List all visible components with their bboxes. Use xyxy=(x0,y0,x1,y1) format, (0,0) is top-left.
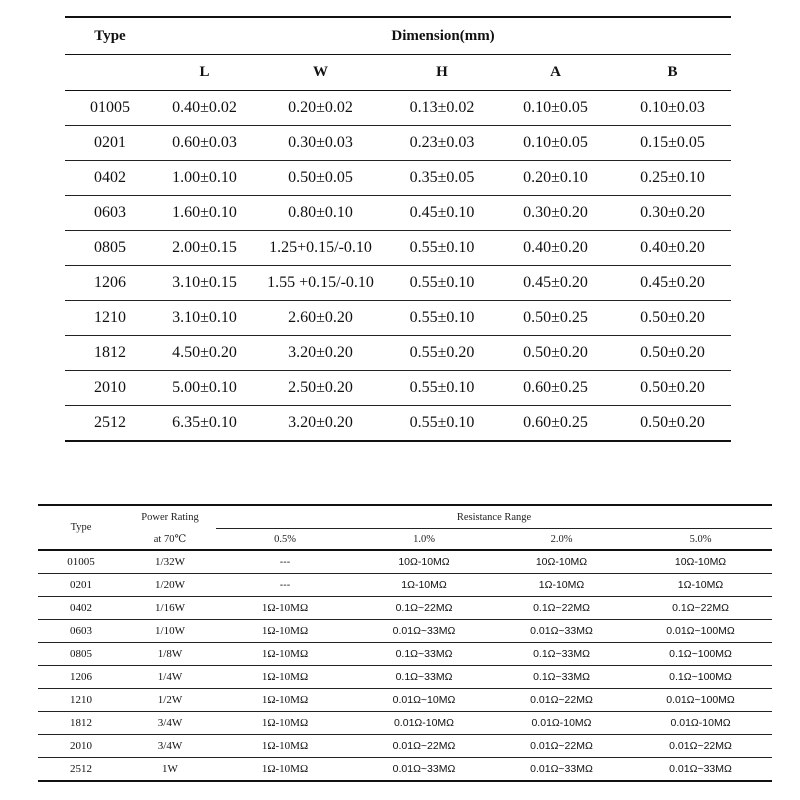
type-column-header: Type xyxy=(65,17,155,55)
type-cell: 0201 xyxy=(65,126,155,161)
type-cell: 1812 xyxy=(65,336,155,371)
range-2-0-cell: 0.01Ω-10MΩ xyxy=(494,712,629,735)
range-1-0-cell: 0.01Ω-10MΩ xyxy=(354,712,494,735)
range-0-5-cell: --- xyxy=(216,574,354,597)
range-1-0-cell: 0.1Ω~22MΩ xyxy=(354,597,494,620)
dimension-w-cell: 0.80±0.10 xyxy=(254,196,387,231)
type-column-header: Type xyxy=(38,505,124,550)
table-row xyxy=(38,643,772,666)
dimension-w-cell: 3.20±0.20 xyxy=(254,336,387,371)
dimension-a-cell: 0.50±0.25 xyxy=(497,301,614,336)
range-0-5-cell: 1Ω-10MΩ xyxy=(216,712,354,735)
table-row xyxy=(65,266,731,301)
dimension-h-cell: 0.55±0.10 xyxy=(387,266,497,301)
range-0-5-cell: --- xyxy=(216,550,354,574)
type-cell: 0201 xyxy=(38,574,124,597)
type-cell: 0805 xyxy=(65,231,155,266)
tolerance-header-2-0: 2.0% xyxy=(494,529,629,551)
table-row xyxy=(38,666,772,689)
range-5-0-cell: 0.1Ω~100MΩ xyxy=(629,666,772,689)
range-1-0-cell: 0.01Ω~33MΩ xyxy=(354,758,494,782)
dimension-group-header: Dimension(mm) xyxy=(155,17,731,55)
range-2-0-cell: 0.01Ω~22MΩ xyxy=(494,689,629,712)
dimension-a-cell: 0.60±0.25 xyxy=(497,406,614,442)
range-1-0-cell: 0.1Ω~33MΩ xyxy=(354,666,494,689)
dimension-w-cell: 0.30±0.03 xyxy=(254,126,387,161)
dimension-h-cell: 0.35±0.05 xyxy=(387,161,497,196)
dimension-b-cell: 0.50±0.20 xyxy=(614,336,731,371)
dimension-l-cell: 3.10±0.10 xyxy=(155,301,254,336)
table-row xyxy=(38,689,772,712)
range-0-5-cell: 1Ω-10MΩ xyxy=(216,689,354,712)
table-row xyxy=(65,231,731,266)
dimension-l-cell: 1.60±0.10 xyxy=(155,196,254,231)
range-0-5-cell: 1Ω-10MΩ xyxy=(216,643,354,666)
power-rating-cell: 1/10W xyxy=(124,620,216,643)
dimension-w-cell: 2.60±0.20 xyxy=(254,301,387,336)
dimension-w-cell: 0.20±0.02 xyxy=(254,91,387,126)
resistance-range-header: Resistance Range xyxy=(216,505,772,529)
dimension-l-cell: 4.50±0.20 xyxy=(155,336,254,371)
range-2-0-cell: 0.01Ω~33MΩ xyxy=(494,758,629,782)
dimension-w-cell: 2.50±0.20 xyxy=(254,371,387,406)
dimension-h-cell: 0.55±0.10 xyxy=(387,371,497,406)
power-rating-temp-header: at 70℃ xyxy=(124,529,216,551)
table-row xyxy=(38,735,772,758)
range-0-5-cell: 1Ω-10MΩ xyxy=(216,758,354,782)
range-2-0-cell: 0.1Ω~33MΩ xyxy=(494,643,629,666)
dimension-header-row xyxy=(65,17,731,55)
range-5-0-cell: 0.01Ω-10MΩ xyxy=(629,712,772,735)
type-cell: 2512 xyxy=(65,406,155,442)
dimension-l-cell: 6.35±0.10 xyxy=(155,406,254,442)
range-2-0-cell: 0.01Ω~33MΩ xyxy=(494,620,629,643)
table-row xyxy=(65,91,731,126)
range-5-0-cell: 0.01Ω~100MΩ xyxy=(629,689,772,712)
dimension-l-cell: 0.60±0.03 xyxy=(155,126,254,161)
table-row xyxy=(65,161,731,196)
dimension-b-cell: 0.50±0.20 xyxy=(614,301,731,336)
dimension-b-cell: 0.10±0.03 xyxy=(614,91,731,126)
type-cell: 2010 xyxy=(38,735,124,758)
table-row xyxy=(65,371,731,406)
range-5-0-cell: 0.01Ω~22MΩ xyxy=(629,735,772,758)
range-5-0-cell: 1Ω-10MΩ xyxy=(629,574,772,597)
dimension-h-cell: 0.55±0.10 xyxy=(387,231,497,266)
dimension-b-cell: 0.30±0.20 xyxy=(614,196,731,231)
power-rating-cell: 1/16W xyxy=(124,597,216,620)
table-row xyxy=(38,620,772,643)
dimension-b-cell: 0.25±0.10 xyxy=(614,161,731,196)
table-row xyxy=(65,126,731,161)
dimension-a-cell: 0.45±0.20 xyxy=(497,266,614,301)
range-5-0-cell: 0.1Ω~22MΩ xyxy=(629,597,772,620)
dimension-l-cell: 1.00±0.10 xyxy=(155,161,254,196)
resistance-subheader-row xyxy=(38,529,772,551)
dimension-subheader-row xyxy=(65,55,731,91)
range-0-5-cell: 1Ω-10MΩ xyxy=(216,666,354,689)
dimension-l-cell: 5.00±0.10 xyxy=(155,371,254,406)
dimension-b-cell: 0.50±0.20 xyxy=(614,406,731,442)
range-5-0-cell: 0.01Ω~33MΩ xyxy=(629,758,772,782)
type-cell: 0603 xyxy=(65,196,155,231)
power-rating-cell: 3/4W xyxy=(124,712,216,735)
table-row xyxy=(65,196,731,231)
type-cell: 1210 xyxy=(38,689,124,712)
empty-header-cell xyxy=(65,55,155,91)
type-cell: 1210 xyxy=(65,301,155,336)
range-2-0-cell: 0.01Ω~22MΩ xyxy=(494,735,629,758)
range-2-0-cell: 1Ω-10MΩ xyxy=(494,574,629,597)
dimension-table xyxy=(65,16,731,442)
range-0-5-cell: 1Ω-10MΩ xyxy=(216,735,354,758)
dimension-h-cell: 0.55±0.10 xyxy=(387,406,497,442)
type-cell: 0805 xyxy=(38,643,124,666)
column-header-w: W xyxy=(254,55,387,91)
power-rating-cell: 1/32W xyxy=(124,550,216,574)
dimension-h-cell: 0.55±0.10 xyxy=(387,301,497,336)
dimension-table-body xyxy=(65,91,731,442)
resistance-header-row xyxy=(38,505,772,529)
column-header-a: A xyxy=(497,55,614,91)
dimension-b-cell: 0.40±0.20 xyxy=(614,231,731,266)
dimension-b-cell: 0.45±0.20 xyxy=(614,266,731,301)
table-row xyxy=(38,712,772,735)
power-rating-cell: 1/2W xyxy=(124,689,216,712)
type-cell: 01005 xyxy=(38,550,124,574)
column-header-b: B xyxy=(614,55,731,91)
tolerance-header-5-0: 5.0% xyxy=(629,529,772,551)
range-5-0-cell: 0.1Ω~100MΩ xyxy=(629,643,772,666)
dimension-a-cell: 0.30±0.20 xyxy=(497,196,614,231)
range-1-0-cell: 0.01Ω~33MΩ xyxy=(354,620,494,643)
range-0-5-cell: 1Ω-10MΩ xyxy=(216,620,354,643)
type-cell: 1206 xyxy=(38,666,124,689)
column-header-h: H xyxy=(387,55,497,91)
dimension-a-cell: 0.10±0.05 xyxy=(497,126,614,161)
dimension-a-cell: 0.50±0.20 xyxy=(497,336,614,371)
type-cell: 1812 xyxy=(38,712,124,735)
power-rating-cell: 1/20W xyxy=(124,574,216,597)
type-cell: 2010 xyxy=(65,371,155,406)
dimension-w-cell: 0.50±0.05 xyxy=(254,161,387,196)
dimension-a-cell: 0.60±0.25 xyxy=(497,371,614,406)
tolerance-header-1-0: 1.0% xyxy=(354,529,494,551)
type-cell: 0402 xyxy=(65,161,155,196)
table-row xyxy=(38,597,772,620)
range-1-0-cell: 0.01Ω~10MΩ xyxy=(354,689,494,712)
dimension-h-cell: 0.45±0.10 xyxy=(387,196,497,231)
type-cell: 1206 xyxy=(65,266,155,301)
dimension-l-cell: 2.00±0.15 xyxy=(155,231,254,266)
dimension-a-cell: 0.40±0.20 xyxy=(497,231,614,266)
table-row xyxy=(65,301,731,336)
tolerance-header-0-5: 0.5% xyxy=(216,529,354,551)
table-row xyxy=(65,336,731,371)
dimension-a-cell: 0.10±0.05 xyxy=(497,91,614,126)
type-cell: 01005 xyxy=(65,91,155,126)
type-cell: 0603 xyxy=(38,620,124,643)
power-rating-header: Power Rating xyxy=(124,505,216,529)
dimension-h-cell: 0.55±0.20 xyxy=(387,336,497,371)
range-2-0-cell: 0.1Ω~22MΩ xyxy=(494,597,629,620)
range-0-5-cell: 1Ω-10MΩ xyxy=(216,597,354,620)
table-row xyxy=(38,550,772,574)
range-2-0-cell: 10Ω-10MΩ xyxy=(494,550,629,574)
range-2-0-cell: 0.1Ω~33MΩ xyxy=(494,666,629,689)
dimension-l-cell: 0.40±0.02 xyxy=(155,91,254,126)
dimension-h-cell: 0.23±0.03 xyxy=(387,126,497,161)
type-cell: 0402 xyxy=(38,597,124,620)
table-row xyxy=(38,574,772,597)
power-rating-cell: 1W xyxy=(124,758,216,782)
type-cell: 2512 xyxy=(38,758,124,782)
resistance-table-body xyxy=(38,550,772,781)
power-rating-cell: 3/4W xyxy=(124,735,216,758)
dimension-b-cell: 0.15±0.05 xyxy=(614,126,731,161)
table-row xyxy=(65,406,731,442)
range-1-0-cell: 10Ω-10MΩ xyxy=(354,550,494,574)
range-5-0-cell: 10Ω-10MΩ xyxy=(629,550,772,574)
power-rating-cell: 1/4W xyxy=(124,666,216,689)
table-row xyxy=(38,758,772,782)
range-1-0-cell: 0.01Ω~22MΩ xyxy=(354,735,494,758)
column-header-l: L xyxy=(155,55,254,91)
dimension-l-cell: 3.10±0.15 xyxy=(155,266,254,301)
range-1-0-cell: 0.1Ω~33MΩ xyxy=(354,643,494,666)
resistance-table xyxy=(38,504,772,782)
dimension-w-cell: 1.55 +0.15/-0.10 xyxy=(254,266,387,301)
dimension-b-cell: 0.50±0.20 xyxy=(614,371,731,406)
range-5-0-cell: 0.01Ω~100MΩ xyxy=(629,620,772,643)
range-1-0-cell: 1Ω-10MΩ xyxy=(354,574,494,597)
dimension-h-cell: 0.13±0.02 xyxy=(387,91,497,126)
power-rating-cell: 1/8W xyxy=(124,643,216,666)
dimension-w-cell: 3.20±0.20 xyxy=(254,406,387,442)
dimension-a-cell: 0.20±0.10 xyxy=(497,161,614,196)
dimension-w-cell: 1.25+0.15/-0.10 xyxy=(254,231,387,266)
